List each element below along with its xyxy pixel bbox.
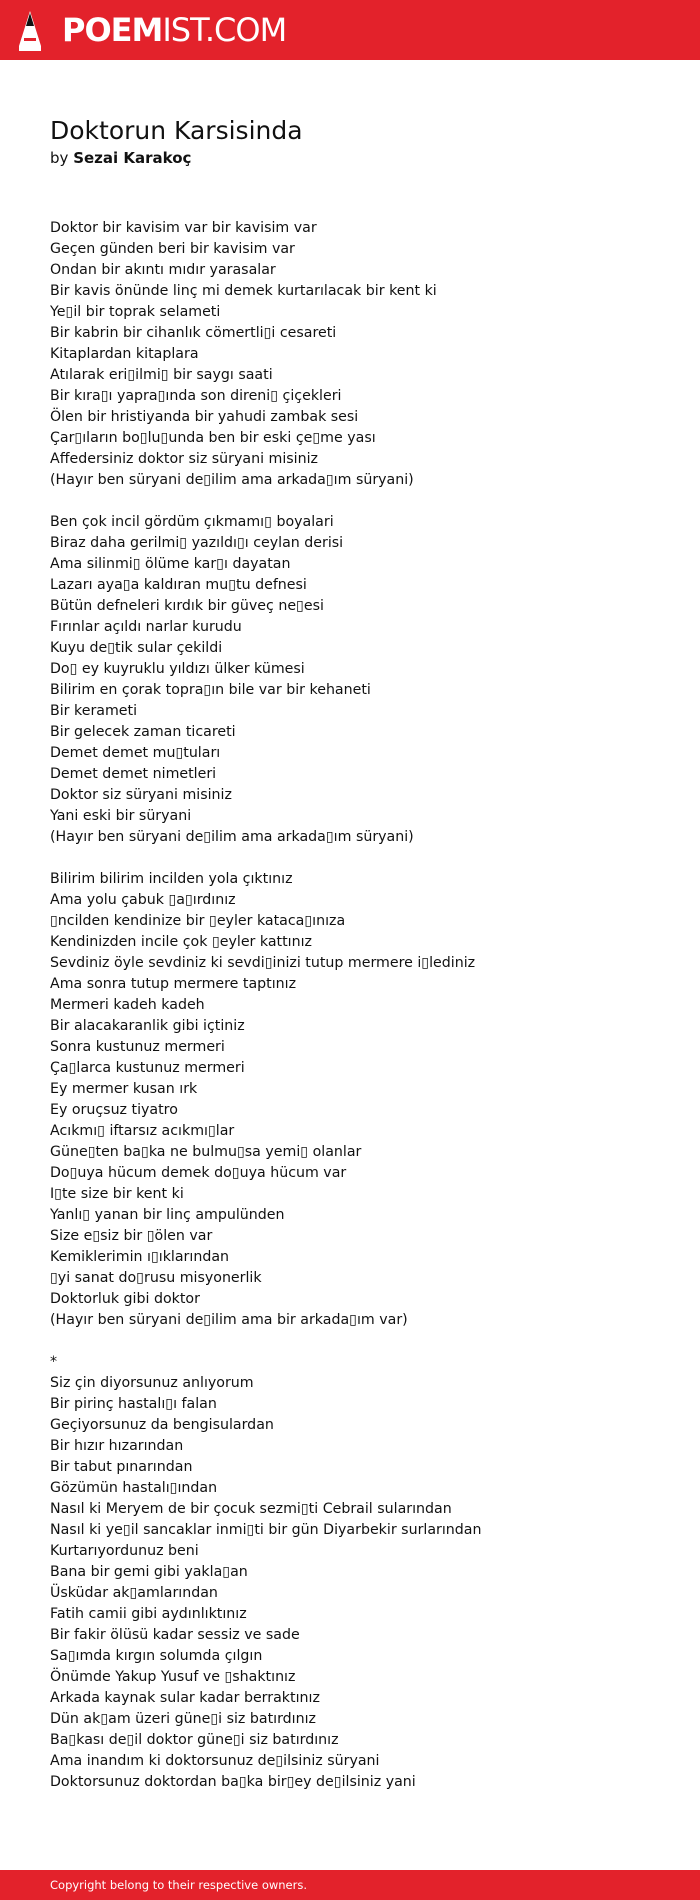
poem-line: Ama inandım ki doktorsunuz de▯ilsiniz süryani — [50, 1753, 380, 1769]
poem-line: Bilirim bilirim incilden yola çıktınız — [50, 871, 293, 887]
poem-line: Sevdiniz öyle sevdiniz ki sevdi▯inizi tutup mermere i▯lediniz — [50, 955, 476, 971]
poem-body — [50, 218, 670, 1793]
poem-line: Lazarı aya▯a kaldıran mu▯tu defnesi — [50, 577, 307, 593]
poem-line: Geçiyorsunuz da bengisulardan — [50, 1417, 274, 1433]
poem-line: ▯ncilden kendinize bir ▯eyler kataca▯ınıza — [50, 913, 346, 929]
stanza — [50, 869, 670, 1331]
stanza — [50, 1352, 670, 1793]
poem-line: Bir kavis önünde linç mi demek kurtarılacak bir kent ki — [50, 283, 437, 299]
poem-line: Doktor bir kavisim var bir kavisim var — [50, 220, 317, 236]
poem-line: Doktor siz süryani misiniz — [50, 787, 232, 803]
poem-line: Kemiklerimin ı▯ıklarından — [50, 1249, 230, 1265]
poem-line: Bir kerameti — [50, 703, 138, 719]
poem-line: Bir tabut pınarından — [50, 1459, 193, 1475]
poem-line: * — [50, 1354, 58, 1370]
site-header — [0, 0, 700, 60]
poem-line: Siz çin diyorsunuz anlıyorum — [50, 1375, 254, 1391]
poem-line: Ama yolu çabuk ▯a▯ırdınız — [50, 892, 236, 908]
poem-line: Ye▯il bir toprak selameti — [50, 304, 221, 320]
poem-line: Kurtarıyordunuz beni — [50, 1543, 199, 1559]
poem-line: Ondan bir akıntı mıdır yarasalar — [50, 262, 276, 278]
poem-line: Ba▯kası de▯il doktor güne▯i siz batırdınız — [50, 1732, 339, 1748]
poem-line: Bir gelecek zaman ticareti — [50, 724, 236, 740]
poem-line: Bir fakir ölüsü kadar sessiz ve sade — [50, 1627, 300, 1643]
poem-line: Fırınlar açıldı narlar kurudu — [50, 619, 242, 635]
poem-line: Bilirim en çorak topra▯ın bile var bir kehaneti — [50, 682, 371, 698]
by-label: by — [50, 149, 69, 167]
poem-line: Güne▯ten ba▯ka ne bulmu▯sa yemi▯ olanlar — [50, 1144, 362, 1160]
poem-line: Bir kıra▯ı yapra▯ında son direni▯ çiçekleri — [50, 388, 342, 404]
stanza-gap — [50, 491, 670, 512]
logo-bold-text: POEM — [62, 11, 163, 49]
poem-line: Bana bir gemi gibi yakla▯an — [50, 1564, 248, 1580]
poem-line: Çar▯ıların bo▯lu▯unda ben bir eski çe▯me yası — [50, 430, 376, 446]
poem-line: Yani eski bir süryani — [50, 808, 192, 824]
poem-title: Doktorun Karsisinda — [50, 116, 303, 145]
poem-line: Ey mermer kusan ırk — [50, 1081, 198, 1097]
poem-line: Bütün defneleri kırdık bir güveç ne▯esi — [50, 598, 324, 614]
poem-line: Nasıl ki ye▯il sancaklar inmi▯ti bir gün Diyarbekir surlarından — [50, 1522, 482, 1538]
poem-line: Demet demet mu▯tuları — [50, 745, 221, 761]
poem-line: (Hayır ben süryani de▯ilim ama arkada▯ım süryani) — [50, 472, 414, 488]
site-logo[interactable] — [62, 10, 286, 50]
poem-line: Kitaplardan kitaplara — [50, 346, 199, 362]
poem-line: Demet demet nimetleri — [50, 766, 217, 782]
poem-line: Ça▯larca kustunuz mermeri — [50, 1060, 245, 1076]
poem-line: Doktorluk gibi doktor — [50, 1291, 200, 1307]
poem-line: Ama silinmi▯ ölüme kar▯ı dayatan — [50, 556, 291, 572]
poem-line: Ey oruçsuz tiyatro — [50, 1102, 178, 1118]
stanza — [50, 218, 670, 491]
poem-line: Affedersiniz doktor siz süryani misiniz — [50, 451, 319, 467]
poem-line: (Hayır ben süryani de▯ilim ama bir arkada▯ım var) — [50, 1312, 408, 1328]
poem-line: Bir pirinç hastalı▯ı falan — [50, 1396, 217, 1412]
poem-line: Dün ak▯am üzeri güne▯i siz batırdınız — [50, 1711, 316, 1727]
poem-line: Kendinizden incile çok ▯eyler kattınız — [50, 934, 312, 950]
poem-line: Bir hızır hızarından — [50, 1438, 184, 1454]
poem-line: Size e▯siz bir ▯ölen var — [50, 1228, 213, 1244]
poem-line: Ben çok incil gördüm çıkmamı▯ boyalari — [50, 514, 334, 530]
poem-line: I▯te size bir kent ki — [50, 1186, 184, 1202]
poem-line: Biraz daha gerilmi▯ yazıldı▯ı ceylan derisi — [50, 535, 344, 551]
stanza-gap — [50, 1331, 670, 1352]
poem-line: Yanlı▯ yanan bir linç ampulünden — [50, 1207, 285, 1223]
poem-line: Geçen günden beri bir kavisim var — [50, 241, 295, 257]
poem-line: Fatih camii gibi aydınlıktınız — [50, 1606, 247, 1622]
stanza-gap — [50, 848, 670, 869]
poem-line: Mermeri kadeh kadeh — [50, 997, 205, 1013]
author-name[interactable]: Sezai Karakoç — [73, 149, 192, 167]
poem-line: (Hayır ben süryani de▯ilim ama arkada▯ım süryani) — [50, 829, 414, 845]
poem-line: Önümde Yakup Yusuf ve ▯shaktınız — [50, 1669, 296, 1685]
poem-line: Doktorsunuz doktordan ba▯ka bir▯ey de▯ilsiniz yani — [50, 1774, 416, 1790]
poem-line: Sonra kustunuz mermeri — [50, 1039, 225, 1055]
poem-line: Atılarak eri▯ilmi▯ bir saygı saati — [50, 367, 273, 383]
poem-line: Bir alacakaranlik gibi içtiniz — [50, 1018, 245, 1034]
poem-line: Do▯ ey kuyruklu yıldızı ülker kümesi — [50, 661, 305, 677]
poem-line: Acıkmı▯ iftarsız acıkmı▯lar — [50, 1123, 235, 1139]
poem-line: ▯yi sanat do▯rusu misyonerlik — [50, 1270, 262, 1286]
poem-line: Ölen bir hristiyanda bir yahudi zambak sesi — [50, 409, 359, 425]
site-footer — [0, 1870, 700, 1900]
poem-line: Do▯uya hücum demek do▯uya hücum var — [50, 1165, 347, 1181]
poem-line: Üsküdar ak▯amlarından — [50, 1585, 218, 1601]
poem-line: Bir kabrin bir cihanlık cömertli▯i cesareti — [50, 325, 337, 341]
copyright-text: Copyright belong to their respective owners. — [50, 1878, 308, 1892]
logo-light-text: IST.COM — [162, 11, 287, 49]
pen-nib-logo-icon[interactable] — [18, 10, 42, 52]
poem-line: Ama sonra tutup mermere taptınız — [50, 976, 297, 992]
poem-line: Sa▯ımda kırgın solumda çılgın — [50, 1648, 263, 1664]
poem-line: Kuyu de▯tik sular çekildi — [50, 640, 223, 656]
poem-line: Gözümün hastalı▯ından — [50, 1480, 218, 1496]
poem-line: Nasıl ki Meryem de bir çocuk sezmi▯ti Cebrail sularından — [50, 1501, 452, 1517]
poem-line: Arkada kaynak sular kadar berraktınız — [50, 1690, 320, 1706]
byline — [50, 147, 191, 169]
stanza — [50, 512, 670, 848]
